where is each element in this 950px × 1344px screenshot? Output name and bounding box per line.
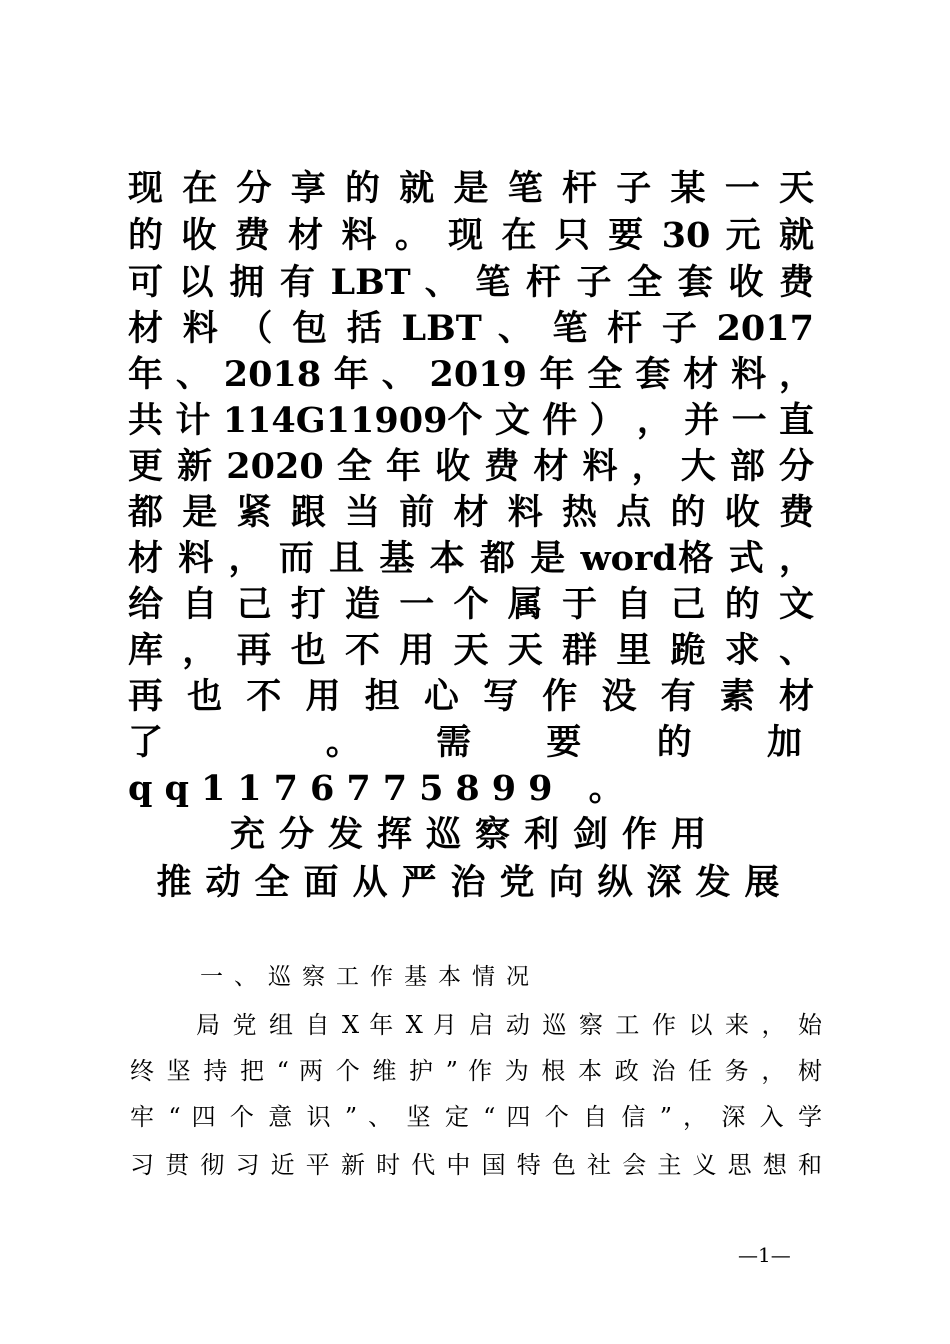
ad-line: 现 在 分 享 的 就 是 笔 杆 子 某 一 天 <box>128 168 814 209</box>
ad-line: 的 收 费 材 料 。 现 在 只 要 30 元 就 <box>128 215 814 256</box>
ad-line: 年 、 2018 年 、 2019 年 全 套 材 料 ， <box>128 354 814 395</box>
ad-line: 再 也 不 用 担 心 写 作 没 有 素 材 <box>128 676 814 717</box>
body-line: 局 党 组 自 X 年 X 月 启 动 巡 察 工 作 以 来 ， 始 <box>196 1011 822 1039</box>
ad-line: 库 ， 再 也 不 用 天 天 群 里 跪 求 、 <box>128 630 814 671</box>
ad-line: 给 自 己 打 造 一 个 属 于 自 己 的 文 <box>128 584 814 625</box>
ad-line: 材 料 （ 包 括 LBT 、 笔 杆 子 2017 <box>128 308 814 349</box>
ad-line: 可 以 拥 有 LBT 、 笔 杆 子 全 套 收 费 <box>128 262 814 303</box>
ad-line: 更 新 2020 全 年 收 费 材 料 ， 大 部 分 <box>128 446 814 487</box>
ad-line: 材 料 ， 而 且 基 本 都 是 word格 式 ， <box>128 538 814 579</box>
page-number: —1— <box>738 1243 791 1267</box>
body-line: 牢 “ 四 个 意 识 ” 、 坚 定 “ 四 个 自 信 ” ， 深 入 学 <box>130 1103 822 1131</box>
ad-line: 都 是 紧 跟 当 前 材 料 热 点 的 收 费 <box>128 492 814 533</box>
ad-line: 共 计 114G11909个 文 件 ） ， 并 一 直 <box>128 400 814 441</box>
section-heading: 一、巡察工作基本情况 <box>200 964 540 990</box>
title-line-2: 推动全面从严治党向纵深发展 <box>156 862 794 903</box>
ad-line: 了 。需要的加 qq1176775899 。 <box>128 722 814 809</box>
title-line-1: 充分发挥巡察利剑作用 <box>229 814 720 855</box>
body-line: 终 坚 持 把 “ 两 个 维 护 ” 作 为 根 本 政 治 任 务 ， 树 <box>130 1057 822 1085</box>
body-line: 习 贯 彻 习 近 平 新 时 代 中 国 特 色 社 会 主 义 思 想 和 <box>130 1151 822 1179</box>
